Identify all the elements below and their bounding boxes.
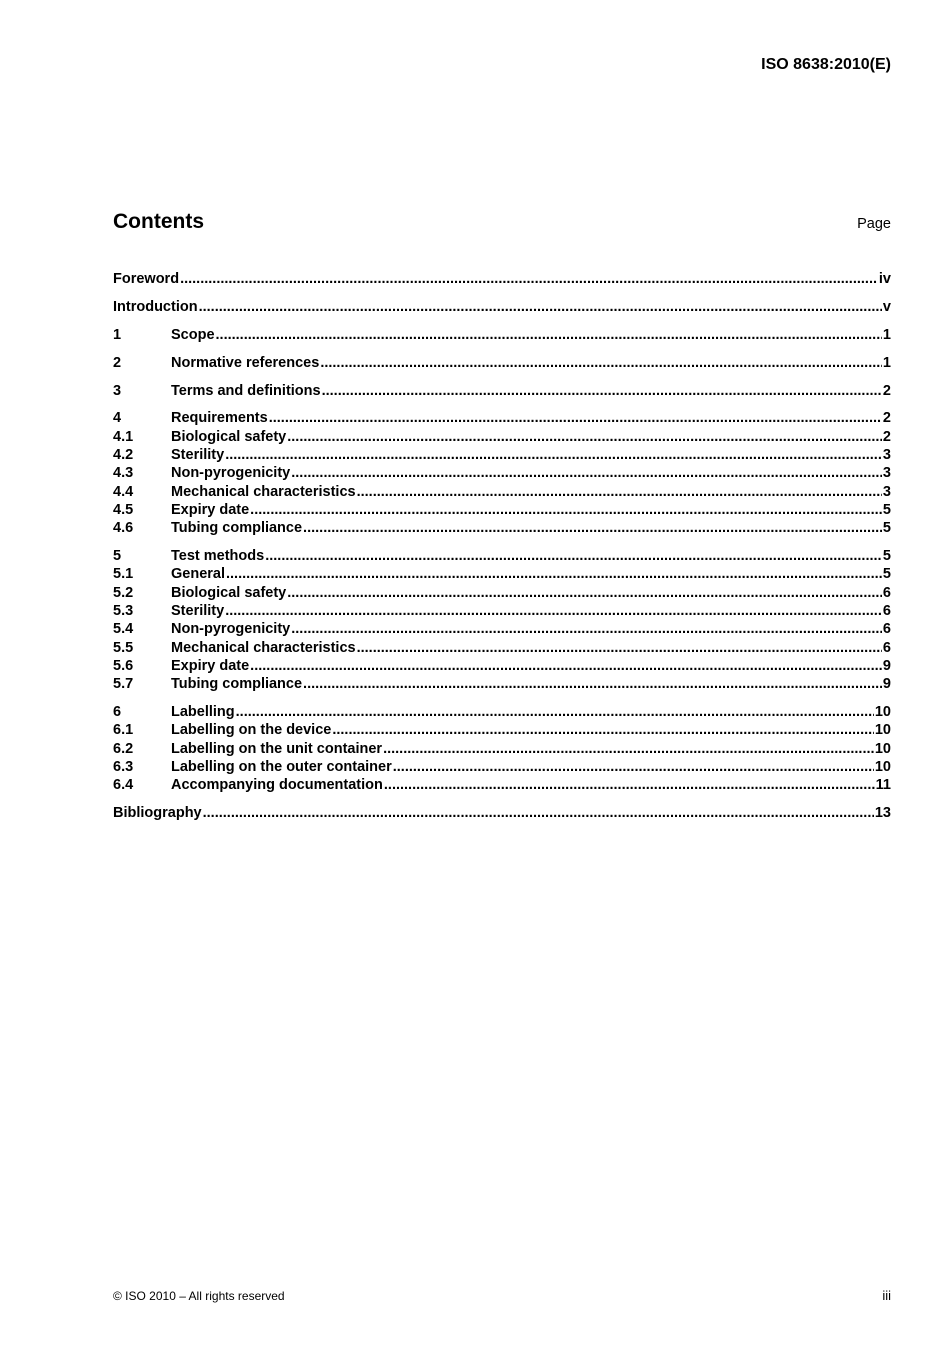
toc-entry-title: Scope <box>171 326 215 343</box>
toc-entry-title: Normative references <box>171 354 320 371</box>
toc-entry[interactable] <box>113 519 891 537</box>
toc-entry[interactable] <box>113 326 891 344</box>
toc-entry-page: 5 <box>882 566 891 583</box>
toc-entry-page: 10 <box>874 722 891 739</box>
footer-page-number: iii <box>882 1288 891 1303</box>
toc-entry-title: Bibliography <box>113 805 202 822</box>
toc-entry-number: 5.5 <box>113 639 134 656</box>
toc-entry-page: 13 <box>874 805 891 822</box>
toc-entry-page: 3 <box>882 465 891 482</box>
toc-dot-leader <box>393 758 874 776</box>
toc-entry[interactable] <box>113 804 891 822</box>
toc-entry-page: 9 <box>882 676 891 693</box>
toc-dot-leader <box>384 776 875 794</box>
toc-entry-number: 4 <box>113 410 122 427</box>
toc-entry-title: Labelling on the unit container <box>171 740 383 757</box>
toc-entry-title: Test methods <box>171 548 265 565</box>
page-column-label: Page <box>857 216 891 232</box>
toc-entry-title: Non-pyrogenicity <box>171 621 291 638</box>
toc-entry[interactable] <box>113 620 891 638</box>
toc-entry-number: 4.1 <box>113 428 134 445</box>
toc-entry-page: 9 <box>882 657 891 674</box>
toc-entry-page: 6 <box>882 603 891 620</box>
toc-entry-number: 6.1 <box>113 722 134 739</box>
toc-dot-leader <box>199 298 882 316</box>
toc-entry-title: General <box>171 566 225 583</box>
toc-entry-title: Biological safety <box>171 584 287 601</box>
toc-entry[interactable] <box>113 675 891 693</box>
toc-dot-leader <box>357 483 882 501</box>
toc-entry-number: 6.2 <box>113 740 134 757</box>
toc-entry-page: 2 <box>882 410 891 427</box>
toc-dot-leader <box>250 501 882 519</box>
toc-entry-number: 4.5 <box>113 501 134 518</box>
toc-dot-leader <box>320 354 882 372</box>
footer-copyright: © ISO 2010 – All rights reserved <box>113 1289 285 1303</box>
toc-entry-number: 5.4 <box>113 621 134 638</box>
toc-entry-title: Expiry date <box>171 657 250 674</box>
toc-dot-leader <box>291 620 882 638</box>
contents-heading-row <box>113 210 891 240</box>
toc-dot-leader <box>322 382 882 400</box>
toc-entry-title: Foreword <box>113 271 180 287</box>
toc-entry-page: 2 <box>882 428 891 445</box>
toc-entry-number: 6 <box>113 704 122 721</box>
toc-entry[interactable] <box>113 409 891 427</box>
toc-entry-title: Mechanical characteristics <box>171 639 356 656</box>
toc-dot-leader <box>225 446 882 464</box>
toc-dot-leader <box>291 464 882 482</box>
contents-title: Contents <box>113 210 204 233</box>
toc-entry-title: Mechanical characteristics <box>171 483 356 500</box>
toc-entry-number: 4.4 <box>113 483 134 500</box>
toc-entry-number: 6.4 <box>113 777 134 794</box>
toc-entry-title: Sterility <box>171 447 225 464</box>
toc-entry-title: Labelling <box>171 704 235 721</box>
toc-entry[interactable] <box>113 270 891 288</box>
toc-entry-page: 10 <box>874 758 891 775</box>
toc-dot-leader <box>216 326 882 344</box>
toc-entry-page: 10 <box>874 740 891 757</box>
toc-entry[interactable] <box>113 446 891 464</box>
toc-entry-title: Terms and definitions <box>171 382 321 399</box>
toc-dot-leader <box>269 409 882 427</box>
toc-entry-page: 11 <box>875 777 891 794</box>
toc-entry-title: Labelling on the outer container <box>171 758 392 775</box>
toc-entry-page: 6 <box>882 584 891 601</box>
toc-entry[interactable] <box>113 428 891 446</box>
table-of-contents <box>113 270 891 822</box>
toc-entry-title: Requirements <box>171 410 268 427</box>
document-id: ISO 8638:2010(E) <box>761 56 891 73</box>
toc-entry-number: 1 <box>113 326 122 343</box>
toc-entry-page: 2 <box>882 382 891 399</box>
toc-dot-leader <box>287 584 882 602</box>
toc-entry-page: 3 <box>882 447 891 464</box>
toc-entry-title: Accompanying documentation <box>171 777 383 794</box>
toc-entry-title: Sterility <box>171 603 225 620</box>
toc-dot-leader <box>226 565 882 583</box>
toc-entry[interactable] <box>113 740 891 758</box>
toc-entry[interactable] <box>113 382 891 400</box>
toc-entry-page: 1 <box>882 326 891 343</box>
toc-dot-leader <box>383 740 874 758</box>
toc-entry-number: 2 <box>113 354 122 371</box>
toc-entry-page: 5 <box>882 548 891 565</box>
toc-entry[interactable] <box>113 703 891 721</box>
toc-entry-page: 3 <box>882 483 891 500</box>
toc-entry[interactable] <box>113 776 891 794</box>
toc-entry[interactable] <box>113 565 891 583</box>
toc-entry[interactable] <box>113 547 891 565</box>
toc-entry-number: 4.3 <box>113 465 134 482</box>
toc-entry-number: 5.6 <box>113 657 134 674</box>
toc-entry[interactable] <box>113 501 891 519</box>
toc-dot-leader <box>357 639 882 657</box>
toc-entry-title: Tubing compliance <box>171 520 303 537</box>
toc-entry-number: 5.2 <box>113 584 134 601</box>
toc-entry-page: 5 <box>882 520 891 537</box>
toc-entry[interactable] <box>113 758 891 776</box>
toc-entry[interactable] <box>113 657 891 675</box>
toc-entry-page: v <box>882 298 891 315</box>
toc-dot-leader <box>180 270 878 288</box>
toc-entry-number: 5.1 <box>113 566 134 583</box>
toc-entry-number: 5 <box>113 548 122 565</box>
toc-entry-page: 10 <box>874 704 891 721</box>
toc-entry-number: 5.3 <box>113 603 134 620</box>
toc-entry-title: Biological safety <box>171 428 287 445</box>
toc-entry-page: 6 <box>882 639 891 656</box>
toc-dot-leader <box>265 547 882 565</box>
toc-dot-leader <box>203 804 874 822</box>
toc-dot-leader <box>332 721 874 739</box>
toc-entry[interactable] <box>113 354 891 372</box>
toc-entry-page: 6 <box>882 621 891 638</box>
toc-entry[interactable] <box>113 298 891 316</box>
toc-entry-number: 6.3 <box>113 758 134 775</box>
toc-entry-number: 3 <box>113 382 122 399</box>
toc-dot-leader <box>225 602 882 620</box>
toc-entry-page: 5 <box>882 501 891 518</box>
toc-entry[interactable] <box>113 483 891 501</box>
toc-dot-leader <box>303 519 882 537</box>
toc-entry-number: 4.6 <box>113 520 134 537</box>
toc-dot-leader <box>303 675 882 693</box>
toc-entry[interactable] <box>113 464 891 482</box>
toc-dot-leader <box>250 657 882 675</box>
toc-entry-title: Tubing compliance <box>171 676 303 693</box>
toc-entry-page: 1 <box>882 354 891 371</box>
toc-entry[interactable] <box>113 584 891 602</box>
toc-entry[interactable] <box>113 721 891 739</box>
toc-dot-leader <box>287 428 882 446</box>
toc-entry-number: 4.2 <box>113 447 134 464</box>
toc-entry[interactable] <box>113 639 891 657</box>
toc-entry-page: iv <box>878 271 891 287</box>
toc-entry-title: Introduction <box>113 298 198 315</box>
toc-entry-title: Expiry date <box>171 501 250 518</box>
toc-entry-title: Non-pyrogenicity <box>171 465 291 482</box>
toc-dot-leader <box>236 703 874 721</box>
toc-entry-title: Labelling on the device <box>171 722 332 739</box>
toc-entry[interactable] <box>113 602 891 620</box>
toc-entry-number: 5.7 <box>113 676 134 693</box>
